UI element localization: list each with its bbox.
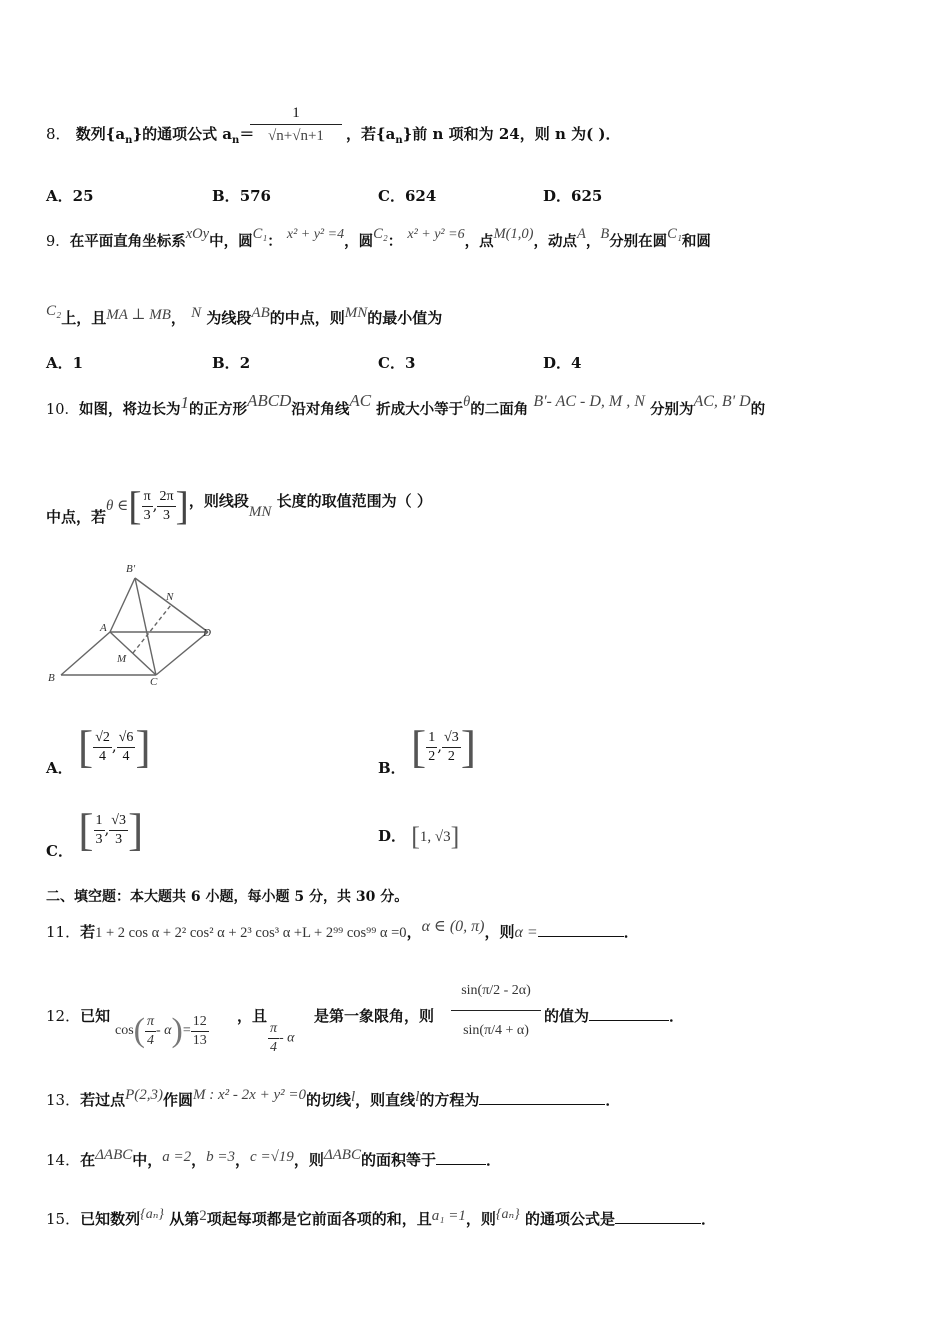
q8-tail bbox=[346, 124, 621, 151]
q10-option-b-frac2 bbox=[442, 729, 461, 766]
q11-m3: α = bbox=[514, 924, 538, 941]
q10-range-frac2 bbox=[157, 488, 175, 525]
q8-option-a[interactable] bbox=[46, 186, 94, 206]
q10-option-b-label: B． bbox=[378, 759, 406, 777]
q9-number: 9． bbox=[46, 234, 70, 250]
q9-option-b[interactable] bbox=[212, 353, 250, 373]
q10-option-b-rbracket: ] bbox=[460, 721, 477, 772]
q8-option-c-value: 624 bbox=[404, 187, 437, 205]
q11-answer-blank[interactable] bbox=[538, 936, 624, 937]
q9-l2-t3: 为线段 bbox=[206, 309, 252, 327]
q9-l2-t1: 上，且 bbox=[61, 309, 107, 327]
q10-c-a-bot: 3 bbox=[95, 831, 103, 847]
q10-option-c-label: C． bbox=[46, 842, 73, 860]
q10-b-a-bot: 2 bbox=[428, 748, 436, 764]
q15-t6: ． bbox=[700, 1210, 716, 1228]
q14-t4: ， bbox=[235, 1151, 251, 1169]
q12-t5: ． bbox=[669, 1007, 685, 1025]
q12-number: 12． bbox=[46, 1007, 81, 1025]
q8-option-d-label: D． bbox=[543, 187, 572, 205]
q15-t4: ，则 bbox=[465, 1210, 496, 1228]
q10-range-frac1 bbox=[142, 488, 153, 525]
q9-option-a-value: 1 bbox=[72, 354, 84, 372]
q10-m5: B'- AC - D, M , N bbox=[533, 393, 645, 410]
q11-t1: 若 bbox=[80, 923, 96, 941]
q10-option-c-lbracket: [ bbox=[78, 804, 94, 855]
q9-t3: ： bbox=[267, 233, 282, 250]
q9-t7: ，动点 bbox=[533, 233, 577, 250]
q9-m4: C₂ bbox=[373, 226, 388, 242]
q8-option-b-value: 576 bbox=[239, 187, 271, 205]
q14-t5: ，则 bbox=[293, 1151, 324, 1169]
q9-l2-t2: ， bbox=[170, 309, 186, 327]
q8-text-d: ，若{a bbox=[346, 125, 396, 143]
q9-option-b-value: 2 bbox=[239, 354, 251, 372]
q15-m2: 2 bbox=[199, 1208, 207, 1224]
q9-option-a-label: A． bbox=[46, 354, 73, 372]
q13-m3: l bbox=[351, 1089, 356, 1105]
q8-text-c: ＝ bbox=[239, 125, 255, 143]
fig-edge-MN bbox=[133, 605, 171, 653]
q10-frac1-bot: 3 bbox=[143, 507, 151, 523]
q12-label-line bbox=[46, 1006, 110, 1026]
q9-m8: B bbox=[600, 226, 610, 242]
q9-option-d[interactable] bbox=[543, 353, 581, 373]
q12-p-bot: 4 bbox=[147, 1032, 154, 1048]
q13-t5: 的方程为 bbox=[419, 1091, 480, 1109]
q10-m6: AC, B' D bbox=[693, 393, 751, 410]
q8-option-b-label: B． bbox=[212, 187, 240, 205]
q10-frac2-bot: 3 bbox=[162, 507, 170, 523]
q9-m6: M(1,0) bbox=[493, 226, 534, 242]
q10-option-a[interactable]: A． [ $\frac{√2}{4}$ , $\frac{√6}{4}$ ] bbox=[46, 721, 151, 777]
q14-answer-blank[interactable] bbox=[436, 1164, 486, 1165]
q9-l2-t5: 的最小值为 bbox=[367, 309, 443, 327]
q10-line2: 中点，若θ ∈[ $\frac{\pi}{3}$ , $\frac{2\pi}{3}$ ]，则线段MN 长度的取值范围为（ ） bbox=[46, 483, 432, 528]
q11-m1: 1 + 2 cos α + 2² cos² α + 2³ cos³ α +L + 2⁹⁹ cos⁹⁹ α =0 bbox=[95, 925, 407, 941]
fig-edge-AB' bbox=[110, 578, 135, 632]
q12-equals: = bbox=[182, 1023, 191, 1039]
q12-p-top: π bbox=[145, 1013, 156, 1032]
q9-option-b-label: B． bbox=[212, 354, 240, 372]
q10-option-d-text: 1, √3 bbox=[419, 829, 451, 845]
q12-t3: 是第一象限角，则 bbox=[314, 1007, 435, 1025]
q10-c-a-top: 1 bbox=[94, 812, 105, 831]
fig-label-C: C bbox=[150, 676, 158, 688]
q13-number: 13． bbox=[46, 1091, 81, 1109]
q9-option-d-value: 4 bbox=[571, 354, 582, 372]
q10-option-d-rbracket: ] bbox=[450, 822, 460, 851]
q15-t2: 从第 bbox=[169, 1210, 200, 1228]
q9-t5: ： bbox=[387, 233, 403, 250]
q9-line1 bbox=[46, 226, 711, 253]
fig-edge-B'D bbox=[135, 578, 208, 632]
q13-t6: ． bbox=[605, 1091, 621, 1109]
q9-l2-m4: AB bbox=[251, 305, 270, 321]
q12-angle-frac bbox=[268, 1020, 279, 1057]
q9-t10: 和圆 bbox=[681, 233, 711, 250]
q9-t2: 中，圆 bbox=[209, 233, 253, 250]
q10-a-a-bot: 4 bbox=[99, 748, 107, 764]
q14-m1: ΔABC bbox=[95, 1147, 133, 1163]
q8-fraction bbox=[250, 102, 342, 147]
q12-cos-expr bbox=[115, 1012, 209, 1050]
q9-t8: ， bbox=[585, 233, 601, 250]
q14-t3: ， bbox=[191, 1151, 207, 1169]
q10-option-c-frac2 bbox=[109, 812, 128, 849]
q8-option-b[interactable] bbox=[212, 186, 271, 206]
q12-t2-wrap bbox=[237, 1006, 267, 1026]
q14-t1: 在 bbox=[80, 1151, 96, 1169]
q12-cos-rparen: ) bbox=[171, 1012, 183, 1049]
q14-t6: 的面积等于 bbox=[360, 1151, 436, 1169]
q9-l2-m5: MN bbox=[344, 305, 368, 321]
q10-range-rbracket: ] bbox=[175, 483, 189, 528]
q10-b-b-top: √3 bbox=[442, 729, 461, 748]
q15-number: 15． bbox=[46, 1210, 81, 1228]
q9-option-a[interactable] bbox=[46, 353, 83, 373]
q8-option-c-label: C． bbox=[378, 187, 405, 205]
q10-frac1-top: π bbox=[142, 488, 153, 507]
q13-t1: 若过点 bbox=[80, 1091, 126, 1109]
q12-answer-blank[interactable] bbox=[589, 1020, 669, 1021]
q12-cos-lparen: ( bbox=[133, 1012, 145, 1049]
q13-m2: M : x² - 2x + y² =0 bbox=[193, 1087, 306, 1103]
q10-option-c-rbracket: ] bbox=[127, 804, 144, 855]
q8-stem bbox=[46, 124, 254, 151]
q10-figure bbox=[40, 555, 230, 690]
q10-a-b-top: √6 bbox=[117, 729, 136, 748]
q13-answer-blank[interactable] bbox=[479, 1104, 605, 1105]
q9-t6: ，点 bbox=[464, 233, 494, 250]
q10-c-b-bot: 3 bbox=[115, 831, 123, 847]
q12-t3-wrap bbox=[314, 1006, 434, 1026]
q8-sub-2: n bbox=[232, 135, 240, 146]
q15-line bbox=[46, 1209, 716, 1231]
q8-text-b: }的通项公式 a bbox=[132, 125, 233, 143]
q10-l2-t1: 中点，若 bbox=[46, 508, 107, 526]
q12-value-frac bbox=[191, 1013, 209, 1050]
q12-tail bbox=[544, 1006, 684, 1026]
q15-m3: a₁ =1 bbox=[431, 1208, 466, 1224]
q10-option-d-label: D． bbox=[378, 827, 407, 845]
q9-option-c-value: 3 bbox=[404, 354, 416, 372]
q10-l2-m1: θ ∈ bbox=[106, 498, 129, 514]
q10-option-a-rbracket: ] bbox=[135, 721, 151, 772]
q11-m2: α ∈ (0, π) bbox=[421, 918, 485, 935]
q12-s-bot: 4 bbox=[270, 1040, 277, 1055]
q10-line1 bbox=[46, 391, 766, 420]
q8-text-e: }前 n 项和为 24，则 n 为( )． bbox=[402, 125, 621, 143]
q14-t2: 中， bbox=[132, 1151, 163, 1169]
q11-t2: ， bbox=[406, 923, 422, 941]
q11-t3: ，则 bbox=[484, 923, 515, 941]
q12-big-frac bbox=[451, 972, 541, 1051]
q9-l2-m1: C₂ bbox=[46, 303, 62, 319]
q15-t5: 的通项公式是 bbox=[524, 1210, 615, 1228]
q15-m1: {aₙ} bbox=[140, 1207, 164, 1222]
q10-m1: 1 bbox=[180, 393, 189, 412]
q10-option-c-frac1 bbox=[94, 812, 105, 849]
q13-m4: l bbox=[415, 1089, 420, 1105]
q10-m4: θ bbox=[463, 394, 471, 410]
q8-frac-bot: √n+√n+1 bbox=[268, 128, 324, 144]
q14-m3: b =3 bbox=[206, 1149, 236, 1165]
q8-option-c[interactable] bbox=[378, 186, 436, 206]
q14-t7: ． bbox=[485, 1151, 501, 1169]
q10-option-c[interactable]: C． [ $\frac{1}{3}$ , $\frac{√3}{3}$ ] bbox=[46, 804, 144, 860]
q12-t4: 的值为 bbox=[544, 1007, 590, 1025]
q9-t4: ，圆 bbox=[344, 233, 374, 250]
q10-l2-t3: 长度的取值范围为（ ） bbox=[276, 492, 432, 510]
q10-b-a-top: 1 bbox=[426, 729, 437, 748]
q10-l2-t2: ，则线段 bbox=[188, 492, 249, 510]
q9-m2: C₁ bbox=[252, 226, 268, 242]
fig-label-A: A bbox=[100, 622, 107, 634]
q9-option-c[interactable] bbox=[378, 353, 415, 373]
q12-v-top: 12 bbox=[191, 1013, 209, 1032]
q12-s-top: π bbox=[268, 1020, 279, 1039]
q8-option-a-label: A． bbox=[46, 187, 73, 205]
q10-option-b-lbracket: [ bbox=[410, 721, 427, 772]
q8-option-d-value: 625 bbox=[571, 187, 603, 205]
q10-a-b-bot: 4 bbox=[122, 748, 130, 764]
q9-l2-m2: MA ⊥ MB bbox=[106, 307, 171, 323]
q12-t1: 已知 bbox=[80, 1007, 111, 1025]
q14-m5: ΔABC bbox=[323, 1147, 361, 1163]
q11-t4: ． bbox=[623, 923, 639, 941]
q9-l2-m3: N bbox=[191, 305, 202, 321]
q12-cos-frac bbox=[145, 1013, 156, 1050]
q14-m2: a =2 bbox=[162, 1149, 192, 1165]
q8-sub-3: n bbox=[395, 135, 403, 146]
q9-m3: x² + y² =4 bbox=[286, 227, 345, 242]
q13-line bbox=[46, 1087, 621, 1111]
q10-option-a-frac1 bbox=[93, 729, 112, 766]
q9-m7: A bbox=[576, 226, 586, 242]
q10-t6: 分别为 bbox=[649, 401, 694, 418]
q10-frac2-top: 2π bbox=[157, 488, 175, 507]
q8-text-a: 数列{a bbox=[75, 125, 126, 143]
q10-a-a-top: √2 bbox=[93, 729, 112, 748]
q12-v-bot: 13 bbox=[192, 1032, 207, 1048]
q12-cos: cos bbox=[115, 1023, 134, 1039]
q15-m4: {aₙ} bbox=[495, 1207, 520, 1222]
q13-t3: 的切线 bbox=[305, 1091, 351, 1109]
q15-answer-blank[interactable] bbox=[615, 1223, 701, 1224]
q10-c-b-top: √3 bbox=[109, 812, 128, 831]
fig-edge-B'C bbox=[135, 578, 156, 675]
q9-option-c-label: C． bbox=[378, 354, 405, 372]
q10-number: 10． bbox=[46, 402, 79, 418]
q10-t1: 如图，将边长为 bbox=[78, 401, 181, 418]
q10-t3: 沿对角线 bbox=[291, 401, 350, 418]
q9-m1: xOy bbox=[185, 226, 210, 242]
q10-l2-m2: MN bbox=[248, 504, 272, 520]
q13-t4: ，则直线 bbox=[355, 1091, 416, 1109]
q12-angle-expr bbox=[268, 1020, 295, 1057]
q12-big-bot: sin(π/4 + α) bbox=[463, 1023, 529, 1038]
q10-option-d-lbracket: [ bbox=[411, 822, 420, 851]
fig-label-D: D bbox=[203, 627, 211, 639]
q10-m2: ABCD bbox=[246, 391, 292, 410]
q10-option-a-lbracket: [ bbox=[77, 721, 94, 772]
q8-option-d[interactable] bbox=[543, 186, 602, 206]
q10-t5: 的二面角 bbox=[470, 401, 529, 418]
q10-m3: AC bbox=[349, 391, 372, 410]
q9-l2-t4: 的中点，则 bbox=[269, 309, 345, 327]
q9-t1: 在平面直角坐标系 bbox=[69, 233, 186, 250]
fig-label-M: M bbox=[117, 653, 127, 665]
q14-line bbox=[46, 1147, 501, 1171]
fig-edge-CD bbox=[156, 632, 208, 675]
q15-t1: 已知数列 bbox=[80, 1210, 141, 1228]
q10-option-a-label: A． bbox=[46, 759, 73, 777]
q8-frac-top: 1 bbox=[250, 102, 342, 125]
q9-m5: x² + y² =6 bbox=[407, 227, 465, 242]
q10-option-b-frac1 bbox=[426, 729, 437, 766]
q12-angle-minus: - α bbox=[279, 1030, 295, 1046]
fig-label-N: N bbox=[166, 591, 174, 603]
q12-minus-alpha: - α bbox=[156, 1023, 172, 1039]
q11-line bbox=[46, 918, 639, 943]
fig-edge-BA bbox=[61, 632, 110, 675]
q9-t9: 分别在圆 bbox=[609, 233, 668, 250]
q10-option-a-frac2 bbox=[117, 729, 136, 766]
section2-heading: 二、填空题：本大题共 6 小题，每小题 5 分，共 30 分。 bbox=[46, 889, 409, 905]
q12-big-top: sin(π/2 - 2α) bbox=[451, 972, 541, 1011]
q9-line2 bbox=[46, 303, 443, 329]
q10-t4: 折成大小等于 bbox=[376, 401, 464, 418]
fig-label-B: B bbox=[48, 672, 55, 684]
q10-option-b[interactable]: B． [ $\frac{1}{2}$ , $\frac{√3}{2}$ ] bbox=[378, 721, 477, 777]
q10-option-d[interactable] bbox=[378, 822, 460, 851]
q9-option-d-label: D． bbox=[543, 354, 572, 372]
q14-number: 14． bbox=[46, 1151, 81, 1169]
q12-t2: ，且 bbox=[237, 1007, 268, 1025]
q15-t3: 项起每项都是它前面各项的和，且 bbox=[206, 1210, 432, 1228]
q10-t7: 的 bbox=[750, 401, 766, 418]
q8-option-a-value: 25 bbox=[72, 187, 94, 205]
q9-m9: C₁ bbox=[667, 226, 682, 242]
q11-number: 11． bbox=[46, 923, 81, 941]
q10-t2: 的正方形 bbox=[188, 401, 247, 418]
q14-m4: c =√19 bbox=[250, 1149, 294, 1165]
q8-sub: n bbox=[125, 135, 133, 146]
q8-number: 8． bbox=[46, 125, 71, 143]
q10-b-b-bot: 2 bbox=[447, 748, 455, 764]
fig-label-Bprime: B′ bbox=[126, 563, 136, 575]
q13-t2: 作圆 bbox=[163, 1091, 194, 1109]
q10-range-lbracket: [ bbox=[128, 483, 142, 528]
q13-m1: P(2,3) bbox=[125, 1087, 164, 1103]
